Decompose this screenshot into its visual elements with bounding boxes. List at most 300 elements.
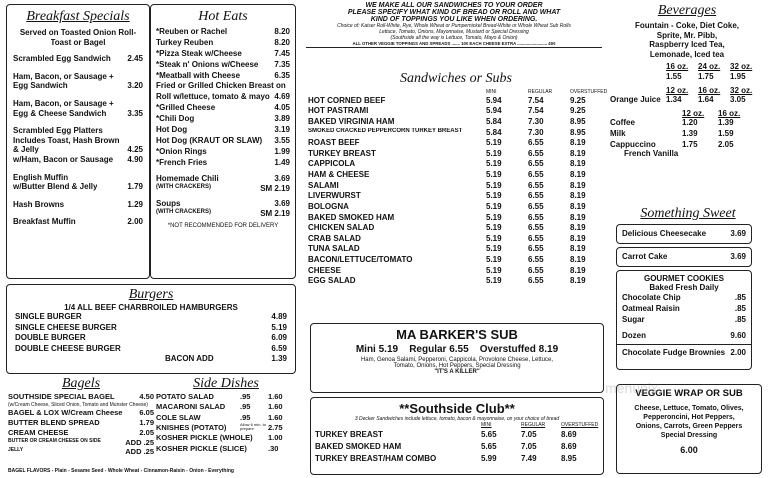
beverage-name: Cappuccino <box>610 139 656 149</box>
sub-over-price: 8.19 <box>570 244 586 254</box>
club-name: TURKEY BREAST <box>315 429 383 439</box>
side-name: KOSHER PICKLE (SLICE) <box>156 443 247 453</box>
sweet-section <box>612 206 764 222</box>
list-item <box>610 149 764 160</box>
sub-name: ROAST BEEF <box>308 138 360 148</box>
item-price: 7.35 <box>274 59 290 69</box>
sub-mini-price: 5.19 <box>486 180 502 190</box>
item-price: 3.19 <box>274 124 290 134</box>
item-price: 4.25 <box>127 145 143 155</box>
table-row <box>315 453 599 465</box>
bagel-name: BAGEL & LOX W/Cream Cheese <box>8 408 123 418</box>
list-item <box>156 103 290 114</box>
side-name: KNISHES (POTATO) <box>156 423 227 433</box>
sub-over-price: 8.19 <box>570 233 586 243</box>
item-name: Breakfast Muffin <box>13 217 76 227</box>
fountain-size-16: 16 oz. <box>666 62 689 72</box>
header-line5: Lettuce, Tomato, Onions, Mayonnaise, Mustard or Special Dressing <box>379 29 529 35</box>
item-price: 1.29 <box>127 199 143 209</box>
burger-name: BACON ADD <box>165 354 214 364</box>
burger-name: SINGLE BURGER <box>15 312 82 321</box>
sub-mini-price: 5.19 <box>486 233 502 243</box>
chili-sub: (WITH CRACKERS) <box>156 184 211 191</box>
list-item <box>156 158 290 169</box>
subs-col-mini: MINI <box>486 89 497 95</box>
sub-over-price: 8.95 <box>570 127 586 137</box>
bagel-price: ADD .25 <box>125 447 154 457</box>
beverage-name: Coffee <box>610 118 635 128</box>
list-item <box>8 428 154 438</box>
item-name: Toast or Bagel <box>50 37 106 47</box>
list-item <box>8 392 154 402</box>
club-mini-price: 5.99 <box>481 453 497 463</box>
item-name: Served on Toasted Onion Roll- <box>19 28 137 37</box>
list-item <box>156 433 296 443</box>
list-item <box>13 126 143 136</box>
sub-name: SALAMI <box>308 180 339 190</box>
list-item <box>610 129 764 140</box>
hot-eats-list <box>156 27 290 168</box>
oj-price-32: 3.05 <box>730 95 746 105</box>
sub-mini-price: 5.19 <box>486 223 502 233</box>
sub-name: LIVERWURST <box>308 191 361 201</box>
list-item <box>156 136 290 147</box>
item-name: Turkey Reuben <box>156 37 214 47</box>
sub-mini-price: 5.19 <box>486 138 502 148</box>
list-item <box>13 217 143 227</box>
item-price: 3.35 <box>127 108 143 118</box>
list-item <box>13 109 143 119</box>
item-price: 8.20 <box>274 27 290 36</box>
beverage-price-16: 2.05 <box>718 139 734 149</box>
table-row <box>315 429 599 441</box>
ma-barker-title: MA BARKER'S SUB <box>396 327 518 342</box>
cheesecake-box <box>616 224 752 244</box>
list-item <box>15 323 287 334</box>
sub-regular-price: 7.30 <box>528 116 544 126</box>
club-over-price: 8.69 <box>561 441 577 451</box>
item-price: 7.45 <box>274 48 290 58</box>
sub-regular-price: 6.55 <box>528 170 544 180</box>
sub-name: HOT CORNED BEEF <box>308 95 386 105</box>
item-name: Scrambled Egg Sandwich <box>13 54 111 64</box>
item-name: Roll w/lettuce, tomato & mayo <box>156 92 270 102</box>
fountain-size-24: 24 oz. <box>698 62 721 72</box>
bagels-list <box>8 392 154 457</box>
item-price: 6.35 <box>274 70 290 80</box>
oj-size-16: 16 oz. <box>698 85 721 95</box>
list-item <box>15 354 287 365</box>
sub-over-price: 8.19 <box>570 201 586 211</box>
list-item <box>15 344 287 355</box>
cookies-sub: Baked Fresh Daily <box>649 283 719 292</box>
side-large-price: 2.75 <box>268 423 283 433</box>
item-name: *Chili Dog <box>156 114 195 123</box>
item-price: 3.55 <box>274 135 290 145</box>
list-item <box>13 99 143 109</box>
club-regular-price: 7.05 <box>521 441 537 451</box>
item-price: 4.90 <box>127 154 143 164</box>
item-name: Hot Dog <box>156 124 188 134</box>
item-name: w/Ham, Bacon or Sausage <box>13 154 114 164</box>
sub-mini-price: 5.19 <box>486 148 502 158</box>
fountain-price-24: 1.75 <box>698 71 714 81</box>
list-item <box>156 392 296 402</box>
table-row <box>308 106 604 117</box>
list-item <box>8 447 154 457</box>
side-large-price: 1.60 <box>268 402 283 412</box>
subs-col-over: OVERSTUFFED <box>570 89 608 95</box>
table-row <box>308 117 604 128</box>
beverage-price-16: 1.39 <box>718 118 734 128</box>
club-col-regular: REGULAR <box>521 422 546 428</box>
side-name: COLE SLAW <box>156 412 201 422</box>
item-name: *Meatball with Cheese <box>156 70 241 80</box>
burger-name: SINGLE CHEESE BURGER <box>15 322 117 332</box>
bagels-title: Bagels <box>61 376 101 391</box>
list-item <box>156 413 296 423</box>
oj-size-12: 12 oz. <box>666 85 689 95</box>
bagel-name: BUTTER OR CREAM CHEESE ON SIDE <box>8 437 101 444</box>
item-name: Sugar <box>622 314 645 324</box>
bagel-price: 2.05 <box>139 427 154 437</box>
fountain-size-32: 32 oz. <box>730 62 753 72</box>
sub-regular-price: 6.55 <box>528 233 544 243</box>
sub-regular-price: 6.55 <box>528 255 544 265</box>
item-name: Includes Toast, Hash Brown <box>13 135 120 145</box>
table-row <box>308 266 604 277</box>
sub-mini-price: 5.19 <box>486 212 502 222</box>
ma-barker-prices: Mini 5.19 Regular 6.55 Overstuffed 8.19 <box>355 344 559 355</box>
subs-list <box>308 96 604 287</box>
list-item <box>13 81 143 91</box>
list-item <box>156 92 290 103</box>
sub-name: TURKEY BREAST <box>308 148 376 158</box>
sub-mini-price: 5.94 <box>486 106 502 116</box>
sub-name: SMOKED CRACKED PEPPERCORN TURKEY BREAST <box>308 127 463 134</box>
sub-name: BACON/LETTUCE/TOMATO <box>308 255 413 265</box>
item-price: 2.00 <box>127 217 143 227</box>
list-item <box>8 438 154 448</box>
header-line7: ALL OTHER VEGGIE TOPPINGS AND SPREADS ....... 10¢ EACH CHEESE EXTRA ......................... 40¢ <box>306 41 602 48</box>
veggie-desc1: Cheese, Lettuce, Tomato, Olives, <box>634 405 744 412</box>
club-name: TURKEY BREAST/HAM COMBO <box>315 453 437 463</box>
cheesecake-label: Delicious Cheesecake <box>622 229 707 238</box>
sub-name: HOT PASTRAMI <box>308 106 369 116</box>
bagel-price: 1.79 <box>139 418 154 427</box>
burger-price: 6.09 <box>271 333 287 343</box>
item-name: Ham, Bacon, or Sausage + <box>13 98 114 108</box>
cookies-box <box>616 270 752 370</box>
list-item <box>156 114 290 125</box>
burger-price: 4.89 <box>271 312 287 321</box>
hot-eats-section <box>150 4 296 279</box>
item-name: *Steak n' Onions w/Cheese <box>156 59 259 69</box>
sub-name: EGG SALAD <box>308 276 356 286</box>
side-name: KOSHER PICKLE (WHOLE) <box>156 433 253 443</box>
fountain-line3: Raspberry Iced Tea, <box>649 40 725 50</box>
list-item <box>156 402 296 412</box>
subs-section <box>308 71 608 287</box>
list-item <box>13 28 143 38</box>
list-item <box>15 312 287 323</box>
table-row <box>308 138 604 149</box>
club-mini-price: 5.65 <box>481 429 497 439</box>
sub-over-price: 8.19 <box>570 180 586 190</box>
soups-cup-price: 3.69 <box>274 199 290 209</box>
table-row <box>308 159 604 170</box>
side-large-price: 1.60 <box>268 412 283 422</box>
header-line3: KIND OF TOPPINGS YOU LIKE WHEN ORDERING. <box>370 16 538 23</box>
sub-regular-price: 6.55 <box>528 191 544 201</box>
burgers-subtitle: 1/4 ALL BEEF CHARBROILED HAMBURGERS <box>64 303 238 312</box>
item-name: Fried or Grilled Chicken Breast on <box>156 81 286 91</box>
table-row <box>308 128 604 139</box>
list-item <box>156 444 296 454</box>
sub-regular-price: 7.30 <box>528 127 544 137</box>
beverage-price-12: 1.39 <box>682 129 698 139</box>
sub-regular-price: 6.55 <box>528 276 544 286</box>
sub-name: BAKED SMOKED HAM <box>308 212 395 222</box>
burgers-section <box>6 284 296 374</box>
list-item <box>156 27 290 38</box>
sub-name: TUNA SALAD <box>308 244 360 254</box>
sub-regular-price: 6.55 <box>528 265 544 275</box>
veggie-price: 6.00 <box>680 445 698 456</box>
oj-price-16: 1.64 <box>698 95 714 105</box>
table-row <box>308 276 604 287</box>
list-item <box>156 81 290 92</box>
dozen-price: 9.60 <box>730 331 746 341</box>
bagel-name: JELLY <box>8 447 24 454</box>
sub-over-price: 8.19 <box>570 276 586 286</box>
club-regular-price: 7.49 <box>521 453 537 463</box>
carrot-cake-price: 3.69 <box>730 252 746 261</box>
ma-barker-desc2: Tomato, Onions, Hot Peppers, Special Dressing <box>393 363 521 369</box>
sub-name: BAKED VIRGINIA HAM <box>308 116 395 126</box>
club-title: **Southside Club** <box>399 401 515 416</box>
breakfast-section <box>6 4 150 279</box>
hot-size-16: 16 oz. <box>718 108 741 118</box>
sub-mini-price: 5.19 <box>486 201 502 211</box>
side-small-price: .95 <box>240 392 251 401</box>
list-item <box>13 200 143 210</box>
item-name: Oatmeal Raisin <box>622 303 680 313</box>
hot-size-12: 12 oz. <box>682 108 705 118</box>
item-name: w/Butter Blend & Jelly <box>13 182 98 192</box>
fountain-line2: Sprite, Mr. Pibb, <box>656 30 718 40</box>
carrot-cake-box <box>616 247 752 267</box>
item-name: English Muffin <box>13 172 69 182</box>
sub-regular-price: 6.55 <box>528 138 544 148</box>
beverage-name: French Vanilla <box>624 148 679 158</box>
sub-over-price: 9.25 <box>570 106 586 116</box>
beverages-section <box>610 3 764 160</box>
header-line6: (Southside all the way is Lettuce, Tomato, Mayo & Onion) <box>390 35 518 41</box>
item-price: 3.20 <box>127 81 143 91</box>
sub-regular-price: 7.54 <box>528 106 544 116</box>
veggie-section <box>616 384 762 474</box>
brownie-label: Chocolate Fudge Brownies <box>622 348 726 358</box>
soups-sub: (WITH CRACKERS) <box>156 209 211 216</box>
beverages-title: Beverages <box>657 3 717 18</box>
club-over-price: 8.95 <box>561 453 577 463</box>
carrot-cake-label: Carrot Cake <box>622 252 668 261</box>
header-line4: Choice of: Kaiser Roll-White, Rye, Whole Wheat or Pumpernickel Bread-White or Whole Wheat Sub Rolls <box>337 23 571 29</box>
sub-mini-price: 5.94 <box>486 95 502 105</box>
side-small-price <box>240 444 268 454</box>
burger-price: 5.19 <box>271 322 287 332</box>
fountain-price-16: 1.55 <box>666 71 682 81</box>
table-row <box>308 181 604 192</box>
fountain-price-32: 1.95 <box>730 71 746 81</box>
veggie-desc4: Special Dressing <box>660 432 718 440</box>
sweet-title: Something Sweet <box>640 206 736 221</box>
sub-regular-price: 6.55 <box>528 223 544 233</box>
club-section <box>310 397 604 475</box>
list-item <box>622 293 746 304</box>
list-item <box>13 182 143 192</box>
bagel-name: SOUTHSIDE SPECIAL BAGEL <box>8 392 115 401</box>
item-name: Scrambled Egg Platters <box>13 126 103 136</box>
item-name: *Onion Rings <box>156 146 207 156</box>
sub-regular-price: 7.54 <box>528 95 544 105</box>
table-row <box>308 96 604 107</box>
fountain-line4: Lemonade, Iced tea <box>649 49 725 59</box>
chili-sm-price: SM 2.19 <box>260 184 290 194</box>
list-item <box>13 173 143 183</box>
sub-name: BOLOGNA <box>308 201 349 211</box>
item-price: .85 <box>734 293 746 302</box>
sub-over-price: 8.19 <box>570 265 586 275</box>
list-item <box>13 72 143 82</box>
sub-name: CHEESE <box>308 265 341 275</box>
item-price: .85 <box>734 303 746 313</box>
beverage-price-12: 1.75 <box>682 139 698 149</box>
item-price: .85 <box>734 314 746 324</box>
sides-list <box>156 392 296 454</box>
sub-mini-price: 5.19 <box>486 170 502 180</box>
sub-over-price: 8.19 <box>570 170 586 180</box>
cookies-title: GOURMET COOKIES <box>643 274 724 283</box>
table-row <box>308 255 604 266</box>
beverage-price-12 <box>696 149 732 160</box>
side-small-price: Allow 6 min. to prepare <box>240 422 267 432</box>
item-price: 8.20 <box>274 37 290 47</box>
burger-price: 6.59 <box>271 343 287 353</box>
sub-over-price: 8.19 <box>570 223 586 233</box>
sub-over-price: 8.19 <box>570 138 586 148</box>
sub-regular-price: 6.55 <box>528 244 544 254</box>
sub-name: CAPPICOLA <box>308 159 356 169</box>
item-name: Hot Dog (KRAUT OR SLAW) <box>156 135 263 145</box>
sub-over-price: 8.19 <box>570 159 586 169</box>
club-mini-price: 5.65 <box>481 441 497 451</box>
list-item <box>13 54 143 64</box>
cookies-list <box>622 293 746 325</box>
item-price: 2.45 <box>127 54 143 64</box>
list-item <box>13 155 143 165</box>
item-name: *Pizza Steak w/Cheese <box>156 48 242 58</box>
sub-mini-price: 5.19 <box>486 244 502 254</box>
sub-mini-price: 5.19 <box>486 255 502 265</box>
sub-over-price: 8.19 <box>570 212 586 222</box>
sub-mini-price: 5.19 <box>486 276 502 286</box>
subs-title: Sandwiches or Subs <box>400 71 512 86</box>
club-col-over: OVERSTUFFED <box>561 422 599 428</box>
hot-eats-title: Hot Eats <box>198 9 248 24</box>
sub-regular-price: 6.55 <box>528 148 544 158</box>
side-small-price <box>240 433 268 443</box>
sub-mini-price: 5.84 <box>486 116 502 126</box>
list-item <box>156 71 290 82</box>
item-name: Chocolate Chip <box>622 293 681 302</box>
burgers-list <box>15 312 287 365</box>
order-instructions <box>306 2 602 48</box>
sub-mini-price: 5.19 <box>486 265 502 275</box>
sub-mini-price: 5.84 <box>486 127 502 137</box>
item-price: 1.79 <box>127 182 143 192</box>
side-small-price: .95 <box>240 402 251 412</box>
oj-price-12: 1.34 <box>666 95 682 105</box>
sub-mini-price: 5.19 <box>486 159 502 169</box>
item-name: Hash Browns <box>13 199 65 209</box>
chili-label: Homemade Chili <box>156 174 219 184</box>
bagel-flavors: BAGEL FLAVORS - Plain - Sesame Seed - Whole Wheat - Cinnamon-Raisin - Onion - Everything <box>8 468 234 474</box>
burger-name: DOUBLE BURGER <box>15 333 86 343</box>
dozen-label: Dozen <box>622 331 646 341</box>
list-item <box>156 60 290 71</box>
sub-regular-price: 6.55 <box>528 159 544 169</box>
beverage-price-16 <box>732 149 768 160</box>
list-item <box>15 333 287 344</box>
table-row <box>308 223 604 234</box>
club-name: BAKED SMOKED HAM <box>315 441 402 451</box>
sub-name: CRAB SALAD <box>308 233 361 243</box>
hot-beverages-list <box>610 118 764 159</box>
sub-over-price: 8.19 <box>570 255 586 265</box>
breakfast-title: Breakfast Specials <box>26 9 130 24</box>
item-name: *Grilled Cheese <box>156 103 216 113</box>
side-large-price: 1.00 <box>268 433 283 443</box>
veggie-desc2: Pepperoncini, Hot Peppers, <box>643 414 735 422</box>
club-regular-price: 7.05 <box>521 429 537 439</box>
list-item <box>13 136 143 146</box>
item-price: 4.05 <box>274 103 290 113</box>
sides-title: Side Dishes <box>193 376 259 391</box>
list-item <box>622 304 746 315</box>
beverage-price-16: 1.59 <box>718 129 734 139</box>
soups-label: Soups <box>156 199 181 209</box>
bagel-price: 6.05 <box>139 408 154 418</box>
side-name: MACARONI SALAD <box>156 402 226 412</box>
side-name: POTATO SALAD <box>156 392 214 401</box>
sub-regular-price: 6.55 <box>528 212 544 222</box>
list-item <box>13 38 143 48</box>
list-item <box>156 147 290 158</box>
item-name: & Jelly <box>13 145 39 155</box>
oj-label: Orange Juice <box>610 95 661 105</box>
bagel-price: 4.50 <box>139 392 154 401</box>
side-large-price: 1.60 <box>268 392 283 401</box>
delivery-note: *NOT RECOMMENDED FOR DELIVERY <box>167 223 279 230</box>
sub-name: CHICKEN SALAD <box>308 223 375 233</box>
sub-over-price: 9.25 <box>570 95 586 105</box>
fountain-line1: Fountain - Coke, Diet Coke, <box>634 21 739 30</box>
burgers-title: Burgers <box>128 287 174 302</box>
table-row <box>308 149 604 160</box>
bagel-name: CREAM CHEESE <box>8 427 69 437</box>
